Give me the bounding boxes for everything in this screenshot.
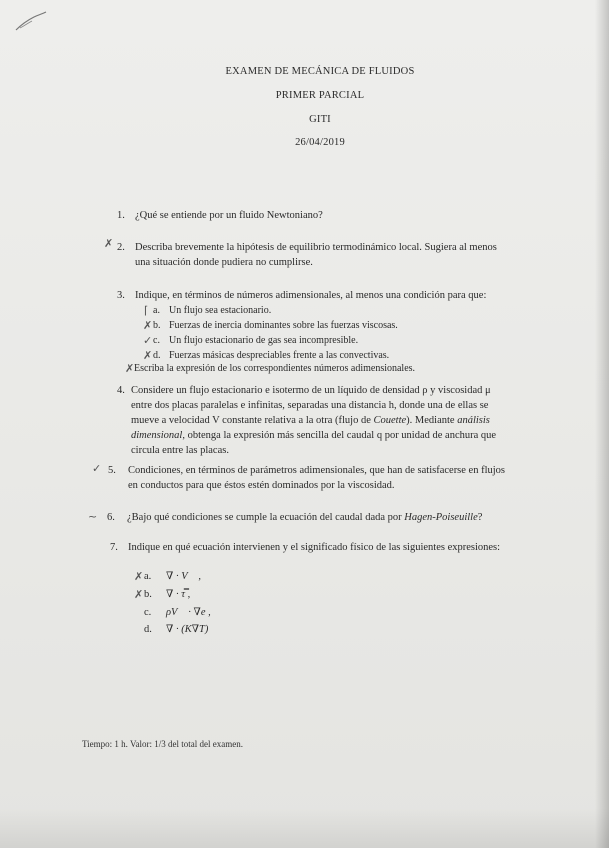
question-6-number: 6. xyxy=(107,512,115,523)
question-3d xyxy=(153,349,389,363)
question-3d-text: Fuerzas másicas despreciables frente a las convectivas. xyxy=(169,350,390,361)
question-7a xyxy=(144,569,201,584)
question-4-line3 xyxy=(131,413,490,428)
exam-subtitle: PRIMER PARCIAL xyxy=(275,90,365,101)
exam-footer: Tiempo: 1 h. Valor: 1/3 del total del examen. xyxy=(82,739,243,749)
question-3-number: 3. xyxy=(117,290,125,301)
question-4-number: 4. xyxy=(117,385,125,396)
question-5-line2: en conductos para que éstos estén dominados por la viscosidad. xyxy=(128,480,395,491)
question-6-text xyxy=(127,510,482,525)
question-4-line5: circula entre las placas. xyxy=(131,445,229,456)
question-6-text-a: ¿Bajo qué condiciones se cumple la ecuación del caudal dada por xyxy=(127,512,405,523)
question-5-line1: Condiciones, en términos de parámetros adimensionales, que han de satisfacerse en flujos xyxy=(128,465,506,476)
question-7c-expr: ρV⃗ · ∇e , xyxy=(166,607,211,618)
exam-date: 26/04/2019 xyxy=(295,137,345,148)
exam-title: EXAMEN DE MECÁNICA DE FLUIDOS xyxy=(225,66,415,77)
question-3c-text: Un flujo estacionario de gas sea incompresible. xyxy=(169,335,359,346)
question-3b-text: Fuerzas de inercia dominantes sobre las fuerzas viscosas. xyxy=(169,320,398,331)
question-1-text: ¿Qué se entiende por un fluido Newtoniano? xyxy=(135,210,323,221)
question-7a-expr: ∇ · V⃗ , xyxy=(166,571,202,582)
question-4-line4b: , obtenga la expresión más sencilla del caudal q por unidad de anchura que xyxy=(182,430,497,441)
question-7c-label: c. xyxy=(144,607,152,618)
question-3a-text: Un flujo sea estacionario. xyxy=(169,305,272,316)
pen-scribble-mark xyxy=(14,8,48,34)
question-3b xyxy=(153,319,398,333)
question-3-text: Indique, en términos de números adimensionales, al menos una condición para que: xyxy=(135,290,487,301)
question-4-line3a: mueve a velocidad V constante relativa a la otra (flujo de xyxy=(131,415,374,426)
question-7d-expr: ∇ · (K∇T) xyxy=(166,624,209,635)
question-3a-mark: ⌈ xyxy=(144,304,149,317)
question-4-line4 xyxy=(131,428,496,443)
question-5-mark: ✓ xyxy=(92,462,102,475)
question-7c xyxy=(144,605,211,620)
question-2-line1: Describa brevemente la hipótesis de equilibrio termodinámico local. Sugiera al menos xyxy=(135,242,497,253)
question-7a-mark: ✗ xyxy=(134,570,144,583)
page-edge-shadow xyxy=(595,0,609,848)
question-6-mark: ~ xyxy=(88,510,98,523)
question-2-number: 2. xyxy=(117,242,125,253)
question-4-line1: Considere un flujo estacionario e isotermo de un líquido de densidad ρ y viscosidad μ xyxy=(131,385,491,396)
question-4-dimensional: dimensional xyxy=(131,430,183,441)
question-7b-expr: ∇ · τ̿ , xyxy=(166,589,191,600)
question-3c-mark: ✓ xyxy=(143,334,153,347)
question-7-number: 7. xyxy=(110,542,118,553)
question-3a-label: a. xyxy=(153,305,160,316)
question-3d-label: d. xyxy=(153,350,161,361)
question-3b-label: b. xyxy=(153,320,161,331)
question-4-analisis: análisis xyxy=(457,415,490,426)
question-7d-label: d. xyxy=(144,624,152,635)
question-3c-label: c. xyxy=(153,335,160,346)
question-6-text-c: ? xyxy=(477,512,483,523)
question-3-note-mark: ✗ xyxy=(125,362,135,375)
question-6-hagen-poiseuille: Hagen-Poiseuille xyxy=(404,512,478,523)
question-7b-label: b. xyxy=(144,589,152,600)
question-4-line3c: ). Mediante xyxy=(406,415,458,426)
question-7b-mark: ✗ xyxy=(134,588,144,601)
question-4-couette: Couette xyxy=(373,415,407,426)
exam-degree: GITI xyxy=(309,114,331,125)
question-7a-label: a. xyxy=(144,571,152,582)
question-5-number: 5. xyxy=(108,465,116,476)
question-7-text: Indique en qué ecuación intervienen y el significado físico de las siguientes expresiones: xyxy=(128,542,501,553)
question-3c xyxy=(153,334,358,348)
question-2-line2: una situación donde pudiera no cumplirse. xyxy=(135,257,313,268)
question-3d-mark: ✗ xyxy=(143,349,153,362)
question-1-number: 1. xyxy=(117,210,125,221)
question-3b-mark: ✗ xyxy=(143,319,153,332)
page-bottom-shade xyxy=(0,808,609,848)
question-3a xyxy=(153,304,271,318)
question-7d xyxy=(144,622,208,637)
question-7b xyxy=(144,587,190,602)
question-2-mark: ✗ xyxy=(104,237,114,250)
question-3-note: Escriba la expresión de los correspondientes números adimensionales. xyxy=(134,363,416,374)
question-4-line2: entre dos placas paralelas e infinitas, separadas una distancia h, donde una de ellas se xyxy=(131,400,489,411)
